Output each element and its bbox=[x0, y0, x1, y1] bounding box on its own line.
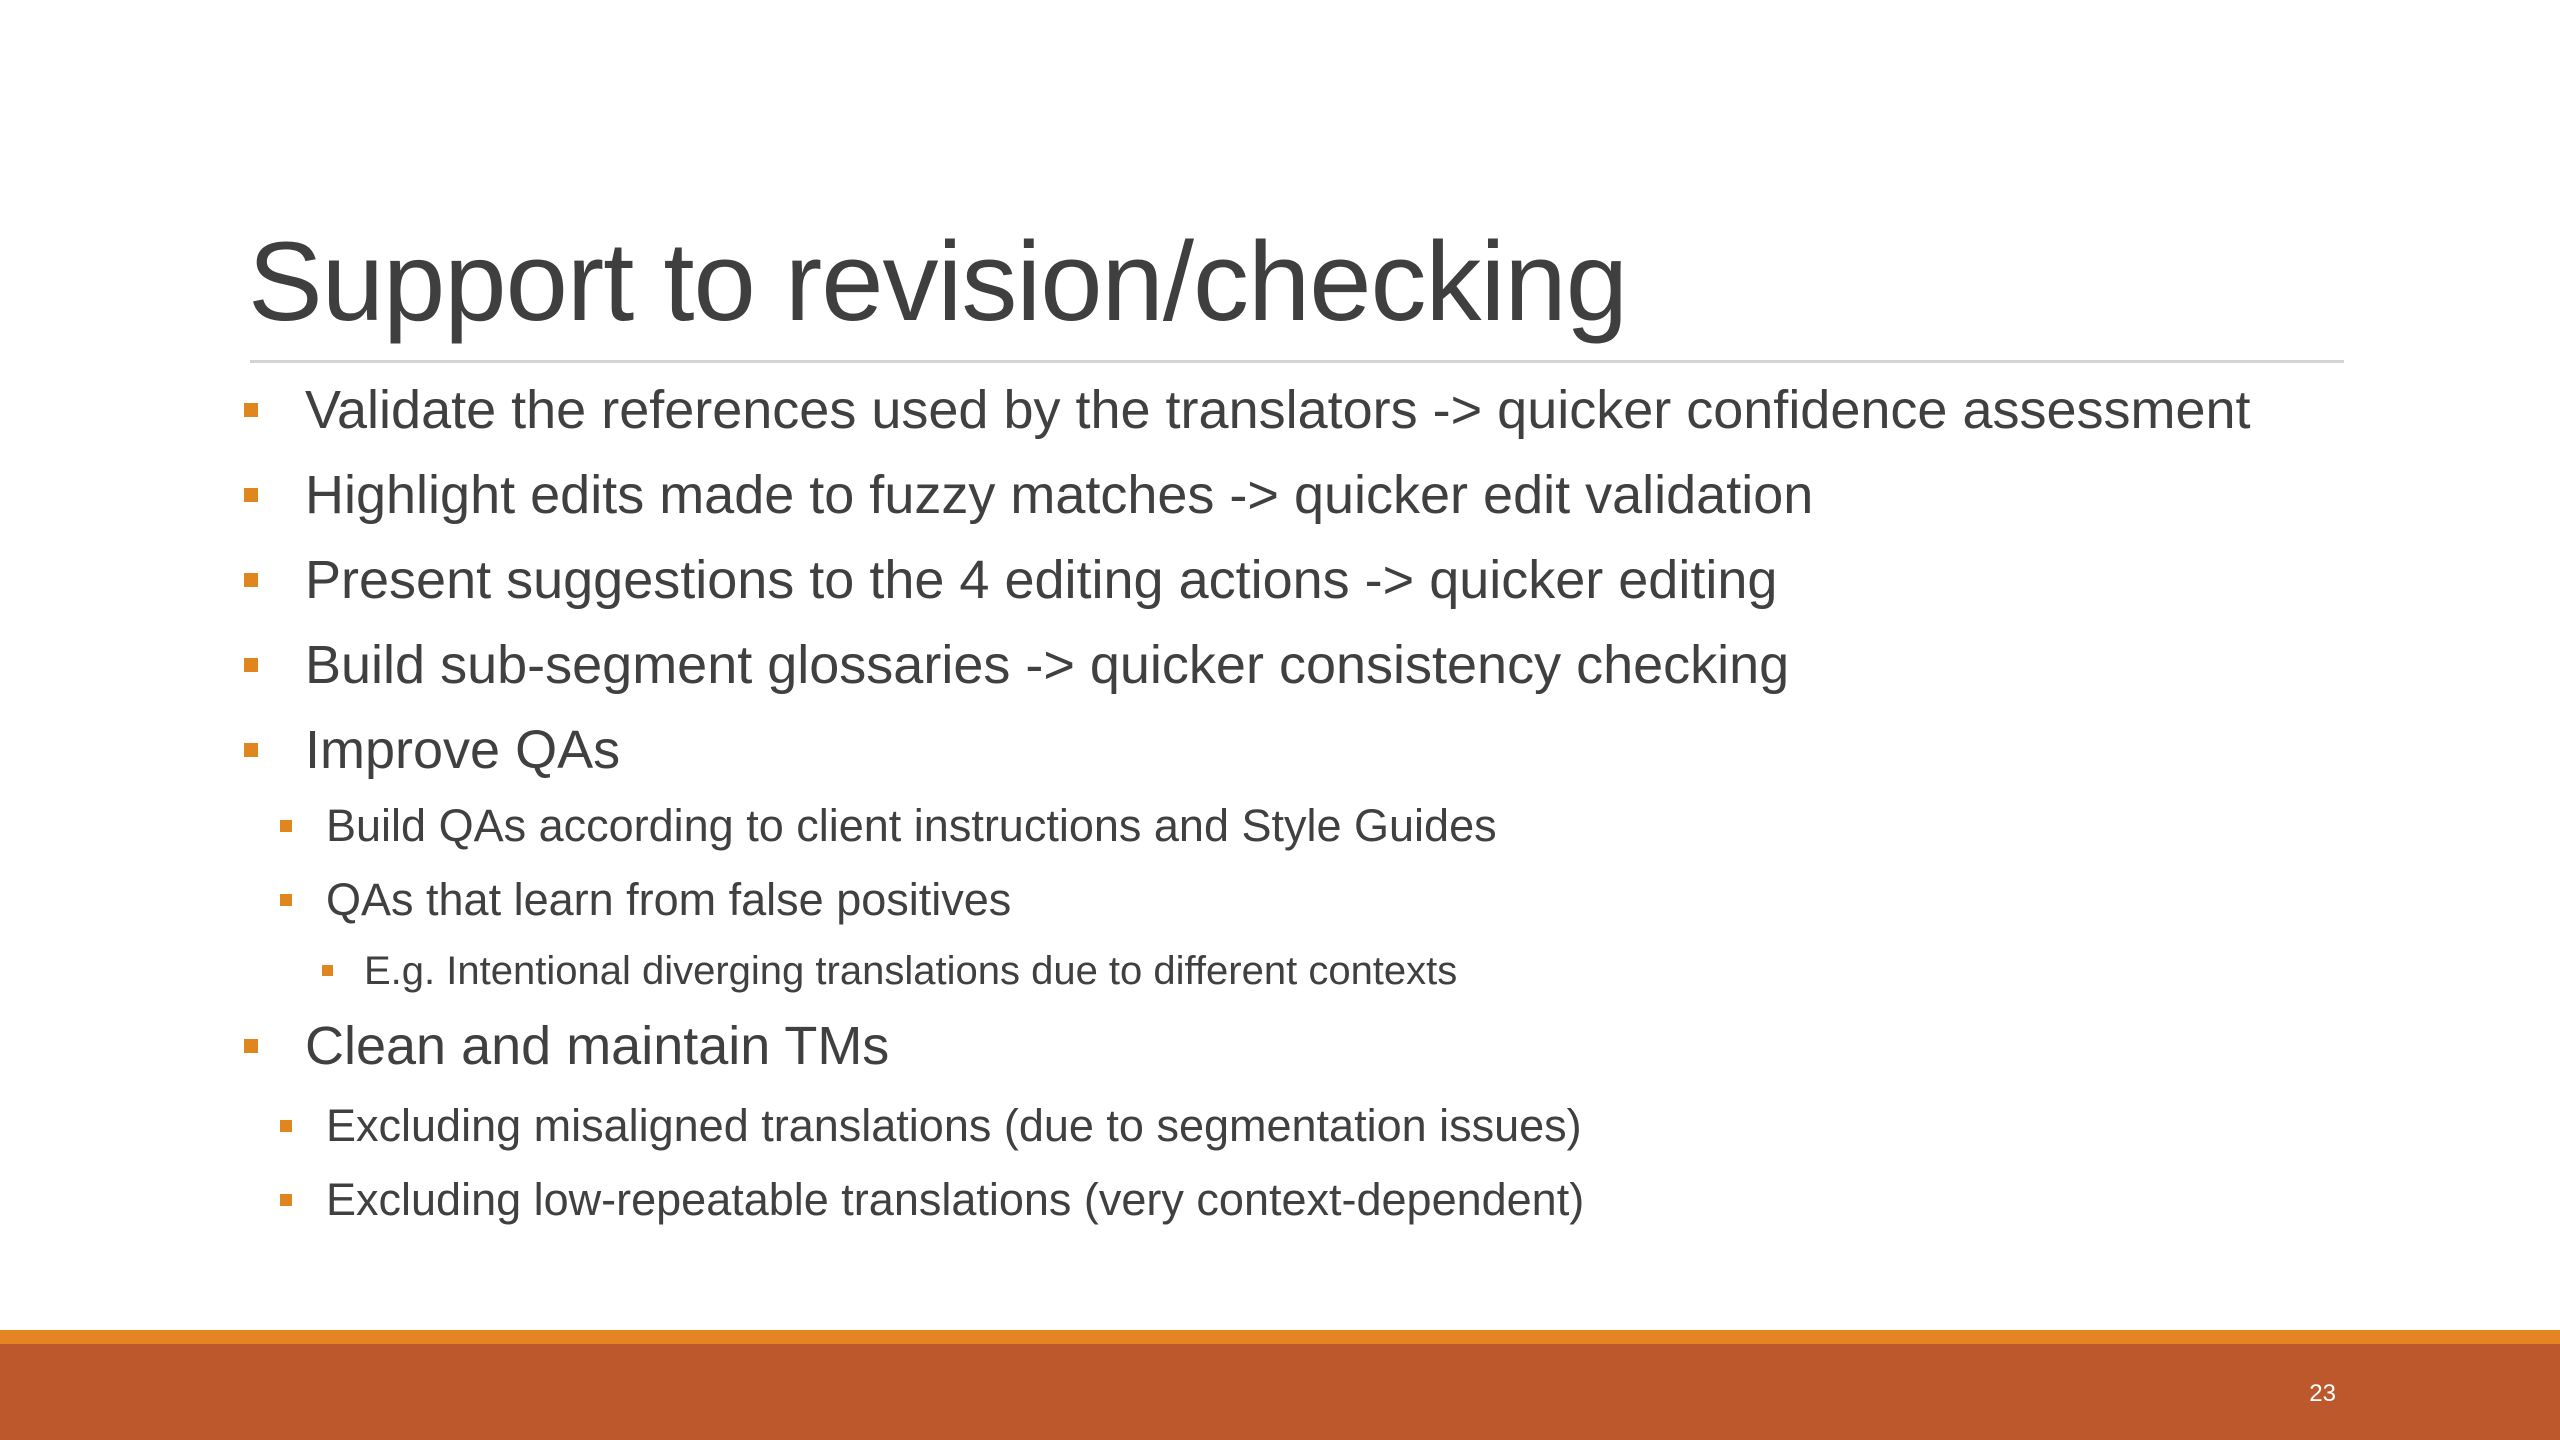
bullet-marker-icon bbox=[280, 1194, 292, 1206]
bullet-marker-icon bbox=[244, 1039, 258, 1053]
page-number: 23 bbox=[2309, 1380, 2336, 1407]
sub-bullet-item bbox=[326, 1098, 1582, 1154]
bullet-marker-icon bbox=[244, 403, 258, 417]
bullet-marker-icon bbox=[244, 658, 258, 672]
title-divider bbox=[250, 360, 2344, 363]
bullet-item bbox=[305, 463, 1813, 527]
bullet-marker-icon bbox=[244, 743, 258, 757]
bullet-marker-icon bbox=[280, 1120, 292, 1132]
bullet-item bbox=[305, 378, 2251, 442]
slide-title: Support to revision/checking bbox=[248, 219, 1627, 344]
bullet-text: Excluding low-repeatable translations (very context-dependent) bbox=[326, 1174, 1585, 1225]
bullet-marker-icon bbox=[244, 573, 258, 587]
bullet-text: Validate the references used by the translators -> quicker confidence assessment bbox=[305, 380, 2251, 440]
bullet-marker-icon bbox=[280, 820, 292, 832]
sub-bullet-item bbox=[326, 1172, 1584, 1228]
bullet-text: Improve QAs bbox=[305, 720, 621, 780]
footer-band bbox=[0, 1344, 2560, 1440]
footer-stripe bbox=[0, 1330, 2560, 1344]
bullet-text: QAs that learn from false positives bbox=[326, 874, 1012, 925]
bullet-text: Excluding misaligned translations (due to segmentation issues) bbox=[326, 1100, 1582, 1151]
bullet-text: Highlight edits made to fuzzy matches -> quicker edit validation bbox=[305, 465, 1814, 525]
bullet-text: Build QAs according to client instructions and Style Guides bbox=[326, 800, 1497, 851]
bullet-item bbox=[305, 1014, 889, 1078]
bullet-marker-icon bbox=[280, 894, 292, 906]
sub-bullet-item bbox=[326, 872, 1011, 928]
bullet-item bbox=[305, 718, 620, 782]
bullet-text: Clean and maintain TMs bbox=[305, 1016, 890, 1076]
sub-bullet-item bbox=[326, 798, 1497, 854]
bullet-marker-icon bbox=[322, 965, 333, 976]
bullet-marker-icon bbox=[244, 488, 258, 502]
bullet-text: Build sub-segment glossaries -> quicker consistency checking bbox=[305, 635, 1790, 695]
bullet-text: E.g. Intentional diverging translations due to different contexts bbox=[364, 949, 1458, 993]
bullet-text: Present suggestions to the 4 editing actions -> quicker editing bbox=[305, 550, 1778, 610]
bullet-item bbox=[305, 633, 1789, 697]
sub-sub-bullet-item bbox=[364, 946, 1457, 996]
bullet-item bbox=[305, 548, 1777, 612]
